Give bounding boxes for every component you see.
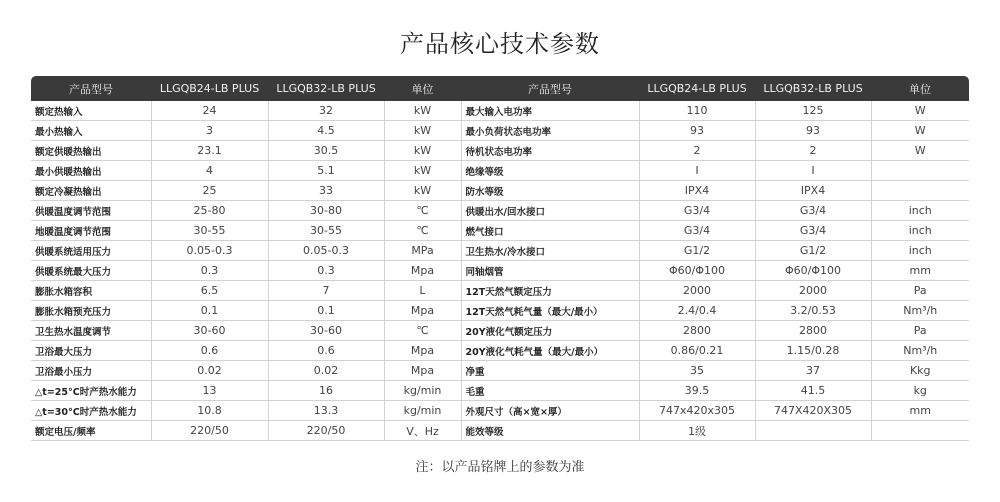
left-value-32: 30-60: [268, 321, 384, 341]
table-row: [31, 141, 969, 161]
right-param-name: 毛重: [461, 381, 639, 401]
right-unit: [871, 181, 969, 201]
right-value-24: 2000: [639, 281, 755, 301]
right-value-32: 41.5: [755, 381, 871, 401]
left-unit: ℃: [384, 321, 461, 341]
left-unit: Mpa: [384, 261, 461, 281]
right-value-24: G3/4: [639, 221, 755, 241]
left-value-24: 220/50: [151, 421, 268, 441]
left-value-24: 0.1: [151, 301, 268, 321]
left-unit: kW: [384, 141, 461, 161]
right-unit: [871, 421, 969, 441]
right-unit: Pa: [871, 281, 969, 301]
left-value-24: 0.3: [151, 261, 268, 281]
left-value-32: 0.05-0.3: [268, 241, 384, 261]
spec-table: [31, 76, 969, 441]
left-value-32: 4.5: [268, 121, 384, 141]
table-row: [31, 261, 969, 281]
left-value-32: 30.5: [268, 141, 384, 161]
left-unit: Mpa: [384, 301, 461, 321]
left-unit: V、Hz: [384, 421, 461, 441]
right-value-32: 37: [755, 361, 871, 381]
left-param-name: 额定供暖热输出: [31, 141, 151, 161]
left-value-32: 33: [268, 181, 384, 201]
right-param-name: 12T天然气耗气量（最大/最小）: [461, 301, 639, 321]
col-header-model: 产品型号: [31, 76, 151, 101]
left-value-24: 23.1: [151, 141, 268, 161]
right-unit: W: [871, 121, 969, 141]
table-row: [31, 401, 969, 421]
left-value-32: 32: [268, 101, 384, 121]
right-unit: inch: [871, 221, 969, 241]
left-unit: kW: [384, 101, 461, 121]
right-param-name: 绝缘等级: [461, 161, 639, 181]
left-unit: L: [384, 281, 461, 301]
right-value-32: 93: [755, 121, 871, 141]
right-param-name: 待机状态电功率: [461, 141, 639, 161]
right-value-32: 2: [755, 141, 871, 161]
right-unit: Nm³/h: [871, 301, 969, 321]
left-value-24: 13: [151, 381, 268, 401]
left-value-24: 3: [151, 121, 268, 141]
right-value-24: 0.86/0.21: [639, 341, 755, 361]
left-param-name: 额定热输入: [31, 101, 151, 121]
left-value-32: 7: [268, 281, 384, 301]
table-row: [31, 101, 969, 121]
left-value-32: 220/50: [268, 421, 384, 441]
left-param-name: 卫浴最大压力: [31, 341, 151, 361]
right-value-24: G3/4: [639, 201, 755, 221]
right-value-32: 125: [755, 101, 871, 121]
table-row: [31, 381, 969, 401]
right-param-name: 燃气接口: [461, 221, 639, 241]
right-value-32: 747X420X305: [755, 401, 871, 421]
right-unit: mm: [871, 261, 969, 281]
right-value-24: G1/2: [639, 241, 755, 261]
left-param-name: △t=25°C时产热水能力: [31, 381, 151, 401]
right-param-name: 防水等级: [461, 181, 639, 201]
right-param-name: 同轴烟管: [461, 261, 639, 281]
left-value-24: 0.6: [151, 341, 268, 361]
left-unit: kg/min: [384, 381, 461, 401]
col-header-24: LLGQB24-LB PLUS: [151, 76, 268, 101]
right-value-32: G3/4: [755, 221, 871, 241]
right-unit: inch: [871, 241, 969, 261]
left-param-name: 最小供暖热输出: [31, 161, 151, 181]
right-value-32: 1.15/0.28: [755, 341, 871, 361]
left-value-24: 30-60: [151, 321, 268, 341]
right-value-32: I: [755, 161, 871, 181]
table-row: [31, 121, 969, 141]
left-value-32: 0.02: [268, 361, 384, 381]
right-value-24: 35: [639, 361, 755, 381]
right-value-24: 2.4/0.4: [639, 301, 755, 321]
left-unit: ℃: [384, 201, 461, 221]
left-value-24: 25: [151, 181, 268, 201]
right-value-32: 2800: [755, 321, 871, 341]
left-param-name: 卫生热水温度调节: [31, 321, 151, 341]
left-value-24: 0.05-0.3: [151, 241, 268, 261]
col-header-model-right: 产品型号: [461, 76, 639, 101]
table-row: [31, 241, 969, 261]
left-unit: ℃: [384, 221, 461, 241]
right-param-name: 净重: [461, 361, 639, 381]
right-value-32: G1/2: [755, 241, 871, 261]
col-header-unit: 单位: [384, 76, 461, 101]
left-param-name: △t=30°C时产热水能力: [31, 401, 151, 421]
right-value-24: IPX4: [639, 181, 755, 201]
table-row: [31, 421, 969, 441]
right-param-name: 最大输入电功率: [461, 101, 639, 121]
left-value-32: 16: [268, 381, 384, 401]
right-param-name: 12T天然气额定压力: [461, 281, 639, 301]
right-value-32: IPX4: [755, 181, 871, 201]
table-row: [31, 361, 969, 381]
left-param-name: 卫浴最小压力: [31, 361, 151, 381]
right-value-32: 3.2/0.53: [755, 301, 871, 321]
right-value-24: Φ60/Φ100: [639, 261, 755, 281]
left-value-32: 30-80: [268, 201, 384, 221]
col-header-32: LLGQB32-LB PLUS: [268, 76, 384, 101]
col-header-32-right: LLGQB32-LB PLUS: [755, 76, 871, 101]
table-row: [31, 301, 969, 321]
right-value-24: 2: [639, 141, 755, 161]
left-unit: Mpa: [384, 361, 461, 381]
table-row: [31, 321, 969, 341]
left-value-24: 0.02: [151, 361, 268, 381]
table-header-row: [31, 76, 969, 101]
left-param-name: 供暖系统最大压力: [31, 261, 151, 281]
right-unit: Pa: [871, 321, 969, 341]
right-unit: W: [871, 101, 969, 121]
left-value-32: 5.1: [268, 161, 384, 181]
left-value-24: 6.5: [151, 281, 268, 301]
right-param-name: 卫生热水/冷水接口: [461, 241, 639, 261]
right-value-24: 39.5: [639, 381, 755, 401]
right-param-name: 外观尺寸（高×宽×厚）: [461, 401, 639, 421]
table-row: [31, 341, 969, 361]
right-param-name: 能效等级: [461, 421, 639, 441]
footnote: 注：以产品铭牌上的参数为准: [415, 460, 585, 475]
table-row: [31, 181, 969, 201]
left-unit: kg/min: [384, 401, 461, 421]
right-unit: Kkg: [871, 361, 969, 381]
right-value-24: 110: [639, 101, 755, 121]
spec-table-body: [31, 101, 969, 441]
right-unit: inch: [871, 201, 969, 221]
right-unit: Nm³/h: [871, 341, 969, 361]
right-param-name: 20Y液化气额定压力: [461, 321, 639, 341]
left-param-name: 最小热输入: [31, 121, 151, 141]
left-value-24: 30-55: [151, 221, 268, 241]
left-value-32: 0.1: [268, 301, 384, 321]
left-unit: kW: [384, 161, 461, 181]
right-value-24: 93: [639, 121, 755, 141]
table-row: [31, 161, 969, 181]
left-value-24: 10.8: [151, 401, 268, 421]
left-unit: kW: [384, 181, 461, 201]
right-value-32: Φ60/Φ100: [755, 261, 871, 281]
right-value-24: 747x420x305: [639, 401, 755, 421]
right-unit: W: [871, 141, 969, 161]
right-param-name: 20Y液化气耗气量（最大/最小）: [461, 341, 639, 361]
table-row: [31, 221, 969, 241]
left-value-32: 0.3: [268, 261, 384, 281]
left-unit: MPa: [384, 241, 461, 261]
col-header-unit-right: 单位: [871, 76, 969, 101]
left-unit: Mpa: [384, 341, 461, 361]
left-value-24: 4: [151, 161, 268, 181]
left-param-name: 地暖温度调节范围: [31, 221, 151, 241]
right-value-32: [755, 421, 871, 441]
left-value-24: 25-80: [151, 201, 268, 221]
left-param-name: 额定冷凝热输出: [31, 181, 151, 201]
right-value-32: G3/4: [755, 201, 871, 221]
left-param-name: 额定电压/频率: [31, 421, 151, 441]
right-unit: kg: [871, 381, 969, 401]
right-value-32: 2000: [755, 281, 871, 301]
right-unit: mm: [871, 401, 969, 421]
table-row: [31, 201, 969, 221]
col-header-24-right: LLGQB24-LB PLUS: [639, 76, 755, 101]
left-param-name: 供暖系统适用压力: [31, 241, 151, 261]
left-param-name: 膨胀水箱预充压力: [31, 301, 151, 321]
left-value-32: 30-55: [268, 221, 384, 241]
table-row: [31, 281, 969, 301]
left-value-32: 13.3: [268, 401, 384, 421]
left-param-name: 膨胀水箱容积: [31, 281, 151, 301]
right-param-name: 供暖出水/回水接口: [461, 201, 639, 221]
page-title: 产品核心技术参数: [400, 30, 600, 58]
left-unit: kW: [384, 121, 461, 141]
right-param-name: 最小负荷状态电功率: [461, 121, 639, 141]
right-unit: [871, 161, 969, 181]
right-value-24: 2800: [639, 321, 755, 341]
left-value-32: 0.6: [268, 341, 384, 361]
left-value-24: 24: [151, 101, 268, 121]
left-param-name: 供暖温度调节范围: [31, 201, 151, 221]
right-value-24: I: [639, 161, 755, 181]
right-value-24: 1级: [639, 421, 755, 441]
